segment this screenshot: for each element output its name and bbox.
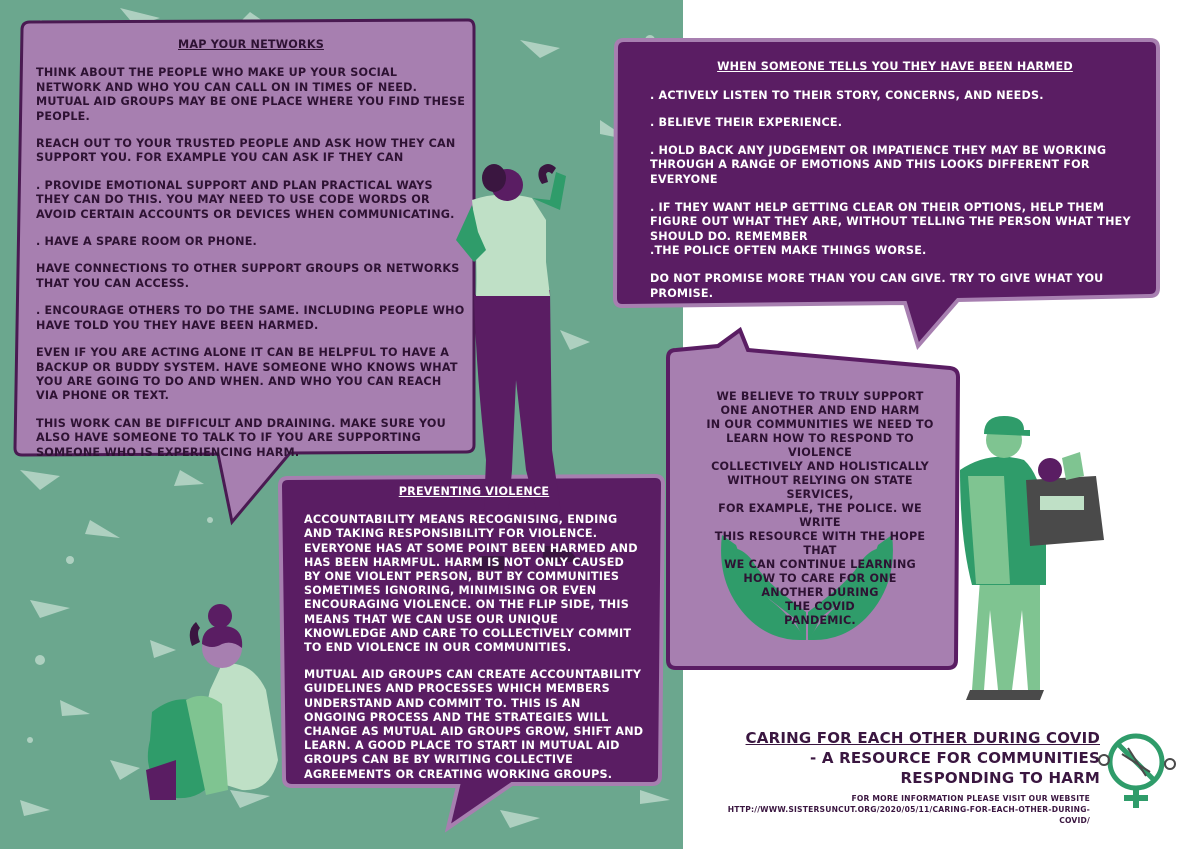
resource-title-line2: - A RESOURCE FOR COMMUNITIES RESPONDING TO HARM [810, 749, 1100, 787]
harmed-paragraph: DO NOT PROMISE MORE THAN YOU CAN GIVE. TRY TO GIVE WHAT YOU PROMISE. [650, 271, 1104, 300]
map-networks-paragraph: THINK ABOUT THE PEOPLE WHO MAKE UP YOUR SOCIAL NETWORK AND WHO YOU CAN CALL ON IN TIMES OF NEED. MUTUAL AID GROUPS MAY BE ONE PLACE WHERE YOU FIND THESE PEOPLE. [36, 66, 466, 123]
map-networks-paragraph: THIS WORK CAN BE DIFFICULT AND DRAINING. MAKE SURE YOU ALSO HAVE SOMEONE TO TALK TO IF YOU ARE SUPPORTING SOMEONE WHO IS EXPERIENCING HARM. [36, 416, 446, 459]
map-networks-section [36, 38, 466, 473]
preventing-paragraph: ACCOUNTABILITY MEANS RECOGNISING, ENDING AND TAKING RESPONSIBILITY FOR VIOLENCE. EVERYONE HAS AT SOME POINT BEEN HARMED AND HAS BEEN HARMFUL. HARM IS NOT ONLY CAUSED BY ONE VIOLENT PERSON, BUT BY COMMUNITIES SOMETIMES IGNORING, MINIMISING OR EVEN ENCOURAGING VIOLENCE. ON THE FLIP SIDE, THIS MEANS THAT WE CAN USE OUR UNIQUE KNOWLEDGE AND CARE TO COLLECTIVELY COMMIT TO END VIOLENCE IN OUR COMMUNITIES. [304, 513, 638, 655]
preventing-section [304, 485, 644, 795]
more-info [720, 793, 1090, 826]
preventing-paragraph: MUTUAL AID GROUPS CAN CREATE ACCOUNTABILITY GUIDELINES AND PROCESSES WHICH MEMBERS UNDERSTAND AND COMMIT TO. THIS IS AN ONGOING PROCESS AND THE STRATEGIES WILL CHANGE AS MUTUAL AID GROUPS GROW, SHIFT AND LEARN. A GOOD PLACE TO START IN MUTUAL AID GROUPS CAN BE BY WRITING COLLECTIVE AGREEMENTS OR CREATING WORKING GROUPS. [304, 668, 644, 781]
believe-section [700, 390, 940, 641]
more-info-text: FOR MORE INFORMATION PLEASE VISIT OUR WEBSITE [851, 794, 1090, 803]
sisters-uncut-logo-icon [1099, 736, 1175, 808]
map-networks-list-item: . ENCOURAGE OTHERS TO DO THE SAME. INCLUDING PEOPLE WHO HAVE TOLD YOU THEY HAVE BEEN HARMED. [36, 304, 465, 332]
harmed-list-item: . HOLD BACK ANY JUDGEMENT OR IMPATIENCE THEY MAY BE WORKING THROUGH A RANGE OF EMOTIONS AND THIS LOOKS DIFFERENT FOR EVERYONE [650, 143, 1107, 186]
map-networks-paragraph: REACH OUT TO YOUR TRUSTED PEOPLE AND ASK HOW THEY CAN SUPPORT YOU. FOR EXAMPLE YOU CAN ASK IF THEY CAN [36, 137, 456, 165]
harmed-list-item: . BELIEVE THEIR EXPERIENCE. [650, 116, 843, 130]
believe-statement: WE BELIEVE TO TRULY SUPPORT ONE ANOTHER AND END HARM IN OUR COMMUNITIES WE NEED TO LEARN HOW TO RESPOND TO VIOLENCE COLLECTIVELY AND HOLISTICALLY WITHOUT RELYING ON STATE SERVICES, FOR EXAMPLE, THE POLICE. WE WRITE THIS RESOURCE WITH THE HOPE THAT WE CAN CONTINUE LEARNING HOW TO CARE FOR ONE ANOTHER DURING THE COVID PANDEMIC. [706, 390, 934, 627]
harmed-list-item: . IF THEY WANT HELP GETTING CLEAR ON THEIR OPTIONS, HELP THEM FIGURE OUT WHAT THEY ARE, WITHOUT TELLING THE PERSON WHAT THEY SHOULD DO. REMEMBER .THE POLICE OFTEN MAKE THINGS WORSE. [650, 200, 1131, 258]
map-networks-paragraph: EVEN IF YOU ARE ACTING ALONE IT CAN BE HELPFUL TO HAVE A BACKUP OR BUDDY SYSTEM. HAVE SOMEONE WHO KNOWS WHAT YOU ARE GOING TO DO AND WHEN. AND WHO YOU CAN REACH VIA PHONE OR TEXT. [36, 346, 458, 403]
map-networks-list-item: . HAVE A SPARE ROOM OR PHONE. [36, 235, 258, 249]
harmed-section [650, 60, 1140, 314]
website-link[interactable]: HTTP://WWW.SISTERSUNCUT.ORG/2020/05/11/CARING-FOR-EACH-OTHER-DURING-COVID/ [727, 805, 1090, 825]
resource-title-line1: CARING FOR EACH OTHER DURING COVID [745, 729, 1100, 747]
man-with-box-illustration [960, 416, 1104, 700]
map-networks-heading: MAP YOUR NETWORKS [178, 38, 324, 51]
harmed-list-item: . ACTIVELY LISTEN TO THEIR STORY, CONCERNS, AND NEEDS. [650, 88, 1044, 102]
preventing-heading: PREVENTING VIOLENCE [398, 485, 550, 498]
resource-title [720, 728, 1100, 788]
map-networks-list-item: . PROVIDE EMOTIONAL SUPPORT AND PLAN PRACTICAL WAYS THEY CAN DO THIS. YOU MAY NEED TO USE CODE WORDS OR AVOID CERTAIN ACCOUNTS OR DEVICES WHEN COMMUNICATING. [36, 178, 455, 221]
map-networks-paragraph: HAVE CONNECTIONS TO OTHER SUPPORT GROUPS OR NETWORKS THAT YOU CAN ACCESS. [36, 262, 460, 290]
harmed-heading: WHEN SOMEONE TELLS YOU THEY HAVE BEEN HARMED [717, 60, 1073, 73]
